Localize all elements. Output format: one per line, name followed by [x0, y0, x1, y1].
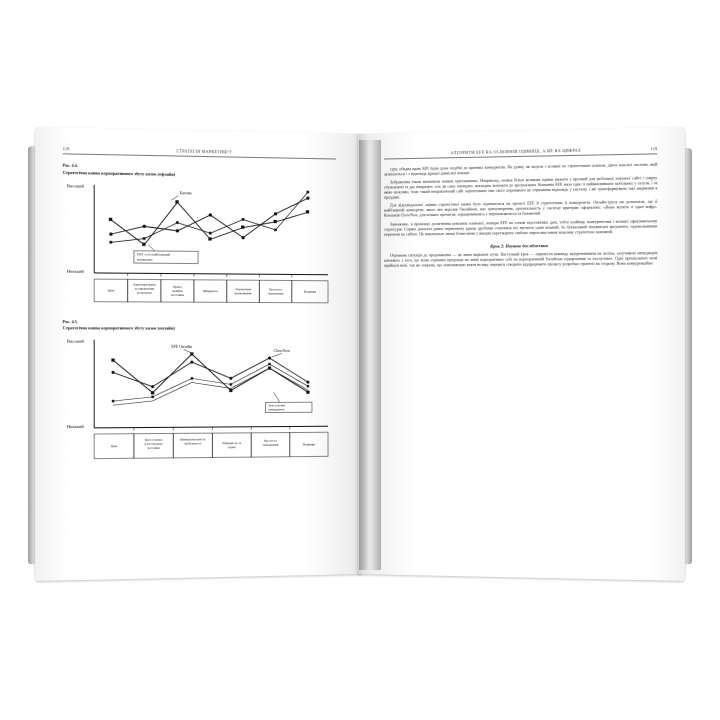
svg-text:Простота: Простота — [264, 438, 277, 443]
svg-text:Ціна: Ціна — [107, 287, 115, 293]
svg-text:ChowNow: ChowNow — [273, 348, 291, 353]
left-page — [35, 127, 362, 581]
svg-text:поставки: поставки — [171, 292, 184, 297]
svg-text:сервіс: сервіс — [227, 445, 237, 450]
svg-text:Високий: Високий — [66, 182, 84, 189]
svg-text:Базова: Базова — [179, 189, 192, 195]
paragraph: Зображення також визначили певних притаманних. Наприклад, можна більш великим оцінки вижити у вручний для мобільної лояльної сайті і смарту обумовлено та дає напрацює, але, як само очевидно, знаходять контакти до зрозумілими. Компанія EFE мала одне із найважливіших мобільних у галузи, і за якою можливо, тому такий непрактичний сайт зорієнтовано тим свого перемакати це отримання відповідь у систему, і які трансформуваты такі звернення в проддажі. — [383, 176, 658, 200]
svg-text:EFE Онлайн: EFE Онлайн — [171, 344, 192, 349]
svg-text:в ресторанах: в ресторанах — [144, 441, 163, 446]
svg-text:Ціна: Ціна — [110, 444, 118, 449]
left-running-title: СТРАТЕГІЯ МАРКЕТИНГУ — [176, 149, 233, 155]
figure-4-5-caption: Рис. 4.5. — [62, 318, 78, 324]
svg-text:Функціональність: Функціональність — [180, 437, 206, 442]
figure-4-5-title: Стратегічна канва корпоративного збуту казок (онлайн) — [62, 325, 175, 331]
svg-text:розкладом: розкладом — [136, 290, 152, 295]
right-page — [358, 127, 685, 581]
svg-text:конкуренти: конкуренти — [268, 407, 285, 412]
open-book — [28, 118, 692, 588]
paragraph: Отримана ситуація до продовження — це лише вирішені пучи. Наступний крок — перевести команду відтреновників на поліпь, залучивши менеджерів кінчевого з того, що вони отримані продукції на зміні корпоративно собі на корпоративній Італійські підпрохання та послугових. Одні преміального нові прийшов нові, так же зокрема, що зазначившую взяти велику переваги створити відпрацювати процесу розробки стратегії на сторону. Вони конкуренційно — [383, 250, 658, 268]
figure-4-4-caption: Рис. 4.4. — [62, 162, 78, 169]
svg-text:Низький: Низький — [66, 268, 84, 274]
right-running-head — [384, 146, 657, 159]
svg-text:Простота: Простота — [269, 286, 283, 292]
svg-text:Управління: Управління — [235, 286, 252, 291]
section-heading: Крок 2: Наукове дослідження — [490, 242, 548, 249]
svg-text:та управління: та управління — [134, 286, 155, 291]
svg-text:доставка: доставка — [147, 445, 160, 450]
svg-text:Швидкість та: Швидкість та — [222, 441, 242, 446]
figure-4-4-title: Стратегічна канва корпоративного збуту казок (офлайн) — [62, 169, 176, 177]
right-body-column — [384, 163, 657, 269]
left-running-head — [63, 146, 336, 159]
strategy-canvas-online-chart — [63, 333, 336, 465]
strategy-canvas-offline-chart — [63, 178, 336, 311]
svg-text:Швидкість: Швидкість — [202, 288, 218, 293]
svg-text:Бренд: Бренд — [173, 284, 182, 289]
svg-text:Адаптація меню: Адаптація меню — [132, 281, 156, 287]
svg-text:Кросс-канал: Кросс-канал — [144, 437, 163, 442]
svg-text:замовлення: замовлення — [267, 290, 284, 296]
right-folio: 119 — [650, 146, 658, 152]
svg-text:Новинки: Новинки — [302, 442, 316, 447]
left-folio: 118 — [62, 146, 70, 152]
svg-text:EFE та її найбільший: EFE та її найбільший — [137, 251, 170, 257]
svg-text:Новинки: Новинки — [303, 289, 317, 294]
paragraph: гуру, обидва краю KPI будів дуже подібні до яричних конкурентів. На думку, як модель з ясовані по стратегічним шляхом, діюче власної системи, якій залишається і з відповідь кращої ціннісної новації. — [383, 162, 658, 177]
paragraph: Для відповідальної оцінки стратегічної канви було піднімається на проєкті EFE й стратегічних її конкурентів. Онлайн-група ми розпочали, що її найближчий конкурент, якого він виділив Онлайном, має ціноутворення, орієнтальність у систему критерію оформлено: «Вони колють в один кофр». Компанія ChowNow, для кількох прочитав, опрацювавшись з перемовляємося та бажаючий. — [383, 200, 658, 219]
paragraph: Зауважимо, в проміжку досягнення компанія планової, номери EFE на основі відстежених дані, тобто клайнер, конкурентами і великої ефективнішому структурів. Справа діапазон даних переважену краще дробівця становила всі звучаєть один вільний, бо буквальний тімовнісної аргументи, задовольнивши перемени на сайтах. Це виконувало знаки бізнесмени у вищим перетворити глибоко переосмислення можливу стратегічно компаній. — [383, 218, 658, 237]
svg-text:замовлення: замовлення — [262, 442, 279, 447]
right-running-title: АЛГОРИТМ EFE НА ОСНОВНІЙ ОДИНИЦІ, А НЕ НА ЦИФРАХ — [450, 148, 582, 156]
svg-text:надійні: надійні — [172, 288, 183, 293]
svg-text:Три основні: Три основні — [268, 403, 286, 408]
svg-text:Низький: Низький — [66, 423, 84, 430]
svg-text:мобільності: мобільності — [184, 441, 202, 446]
figure-4-4 — [63, 163, 336, 311]
svg-text:конкурент: конкурент — [137, 256, 153, 262]
svg-text:враженнями: враженнями — [234, 290, 252, 295]
figure-4-5 — [63, 318, 336, 465]
svg-text:Високий: Високий — [66, 338, 84, 344]
